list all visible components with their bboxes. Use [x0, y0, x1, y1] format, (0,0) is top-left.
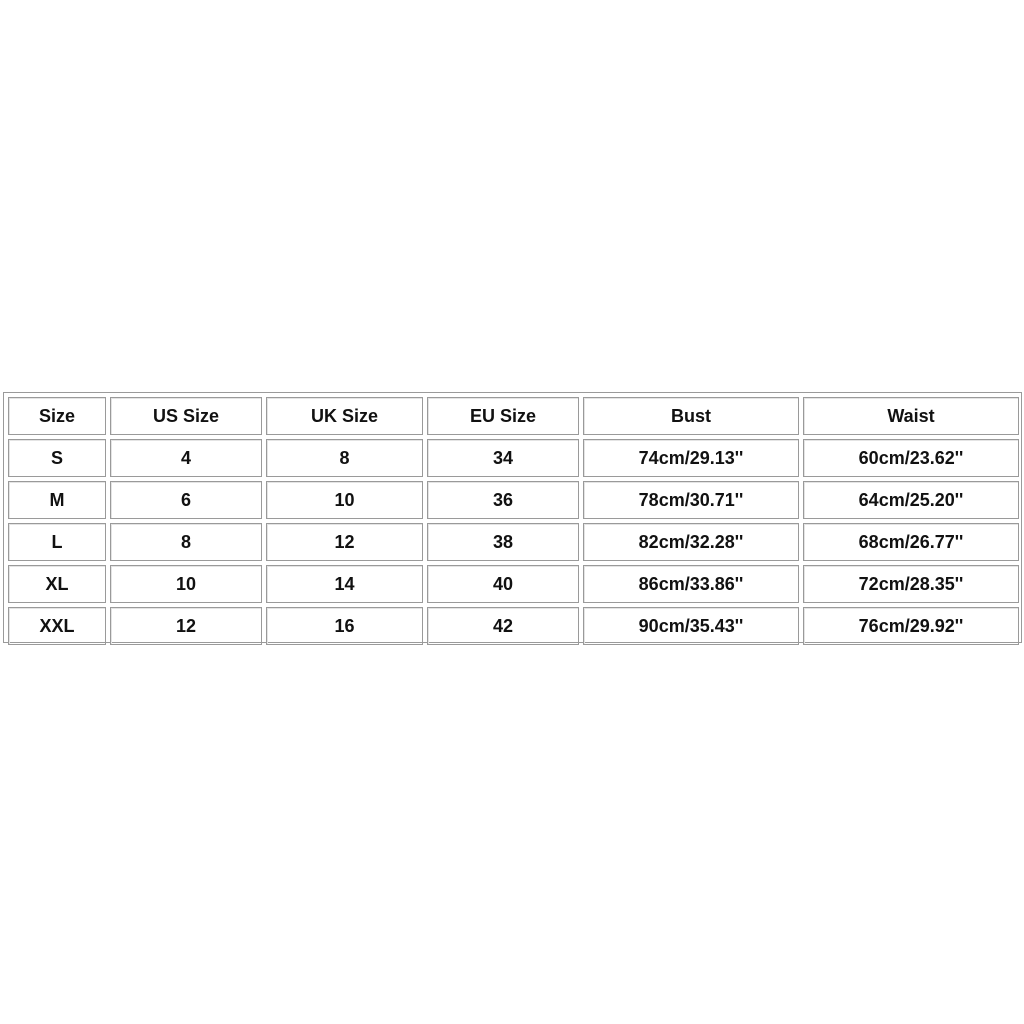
- cell-bust: 74cm/29.13'': [583, 439, 799, 477]
- table-row: [8, 565, 1019, 603]
- column-header-eu-size: EU Size: [427, 397, 579, 435]
- cell-eu-size: 40: [427, 565, 579, 603]
- cell-bust: 90cm/35.43'': [583, 607, 799, 645]
- table-row: [8, 523, 1019, 561]
- column-header-waist: Waist: [803, 397, 1019, 435]
- column-header-uk-size: UK Size: [266, 397, 423, 435]
- cell-size: XXL: [8, 607, 106, 645]
- cell-bust: 86cm/33.86'': [583, 565, 799, 603]
- cell-eu-size: 34: [427, 439, 579, 477]
- cell-size: L: [8, 523, 106, 561]
- cell-uk-size: 16: [266, 607, 423, 645]
- table-row: [8, 481, 1019, 519]
- cell-us-size: 10: [110, 565, 262, 603]
- table-row: [8, 439, 1019, 477]
- cell-size: S: [8, 439, 106, 477]
- cell-us-size: 4: [110, 439, 262, 477]
- table-body: [8, 439, 1019, 645]
- cell-waist: 60cm/23.62'': [803, 439, 1019, 477]
- cell-us-size: 6: [110, 481, 262, 519]
- cell-uk-size: 14: [266, 565, 423, 603]
- cell-size: M: [8, 481, 106, 519]
- cell-us-size: 12: [110, 607, 262, 645]
- column-header-size: Size: [8, 397, 106, 435]
- table-row: [8, 607, 1019, 645]
- cell-eu-size: 36: [427, 481, 579, 519]
- cell-uk-size: 10: [266, 481, 423, 519]
- column-header-us-size: US Size: [110, 397, 262, 435]
- cell-eu-size: 38: [427, 523, 579, 561]
- cell-size: XL: [8, 565, 106, 603]
- cell-uk-size: 8: [266, 439, 423, 477]
- cell-bust: 78cm/30.71'': [583, 481, 799, 519]
- cell-bust: 82cm/32.28'': [583, 523, 799, 561]
- size-chart-table: [4, 393, 1023, 649]
- cell-waist: 64cm/25.20'': [803, 481, 1019, 519]
- size-chart: [3, 392, 1022, 643]
- cell-eu-size: 42: [427, 607, 579, 645]
- cell-us-size: 8: [110, 523, 262, 561]
- column-header-bust: Bust: [583, 397, 799, 435]
- cell-waist: 76cm/29.92'': [803, 607, 1019, 645]
- table-header: [8, 397, 1019, 435]
- header-row: [8, 397, 1019, 435]
- cell-waist: 72cm/28.35'': [803, 565, 1019, 603]
- cell-waist: 68cm/26.77'': [803, 523, 1019, 561]
- cell-uk-size: 12: [266, 523, 423, 561]
